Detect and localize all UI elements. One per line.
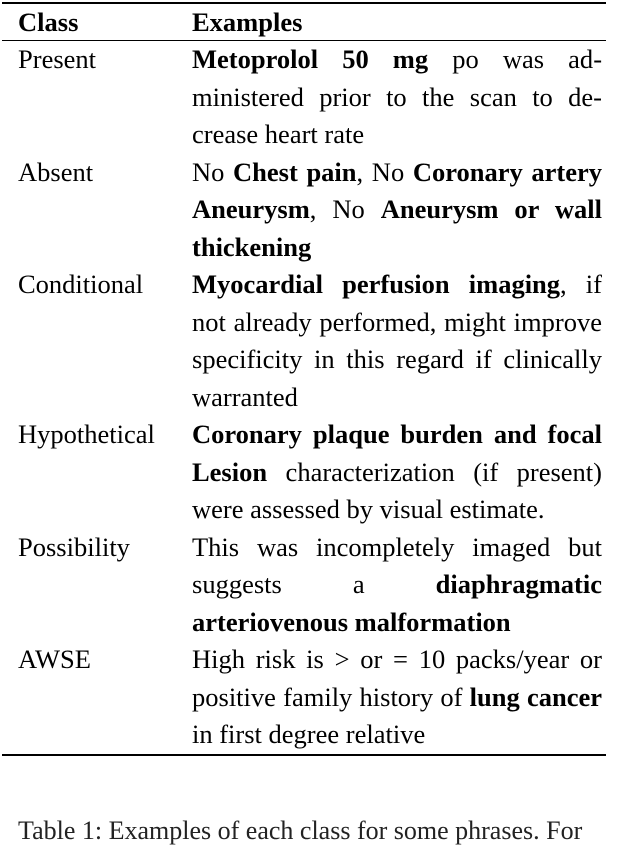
table-row: [2, 416, 606, 529]
table-header-row: [2, 3, 606, 41]
example-text: characterization (if present) were assessed by visual estimate.: [192, 456, 602, 524]
bold-phrase: Chest pain: [233, 156, 357, 187]
bold-phrase: lung cancer: [469, 681, 602, 712]
bold-phrase: Coronary plaque burden and focal Lesion: [192, 419, 602, 487]
bold-phrase: Myocardial perfusion imaging: [192, 269, 561, 299]
class-cell: Present: [18, 44, 97, 74]
bold-phrase: Aneurysm or wall thickening: [192, 194, 602, 262]
example-text: , if not already performed, might improve specificity in this regard if clinically warranted: [192, 269, 602, 412]
example-text: High risk is > or = 10 packs/year or positive family history of: [192, 644, 602, 712]
examples-table: [2, 2, 606, 756]
bold-phrase: Metoprolol 50 mg: [192, 44, 429, 74]
class-cell: Hypothetical: [18, 419, 155, 449]
bold-phrase: diaphragmatic arteriovenous malformation: [192, 569, 602, 637]
example-text: This was incompletely imaged but suggests a: [192, 531, 602, 599]
examples-table-container: [2, 2, 606, 756]
table-row: [2, 266, 606, 416]
example-cell: [192, 641, 606, 755]
table-row: [2, 529, 606, 642]
header-examples: Examples: [192, 7, 303, 37]
class-cell: AWSE: [18, 644, 91, 674]
table-row: [2, 154, 606, 267]
table-caption: Table 1: Examples of each class for some phrases. For: [18, 816, 583, 845]
bold-phrase: Coronary artery Aneurysm: [192, 156, 603, 224]
example-text: in first degree relative: [192, 719, 426, 749]
table-row: [2, 41, 606, 154]
example-cell: [192, 529, 606, 642]
example-text: , No: [356, 156, 413, 187]
example-cell: [192, 416, 606, 529]
header-class: Class: [18, 7, 79, 37]
table-row: [2, 641, 606, 755]
example-text: po was administered prior to the scan to decrease heart rate: [192, 44, 603, 149]
example-text: , No: [309, 194, 381, 224]
class-cell: Conditional: [18, 269, 144, 299]
example-cell: [192, 154, 606, 267]
example-cell: [192, 266, 606, 416]
example-text: No: [192, 156, 234, 187]
class-cell: Absent: [18, 156, 94, 187]
table-body: [2, 41, 606, 755]
example-cell: [192, 41, 606, 154]
class-cell: Possibility: [18, 531, 130, 562]
